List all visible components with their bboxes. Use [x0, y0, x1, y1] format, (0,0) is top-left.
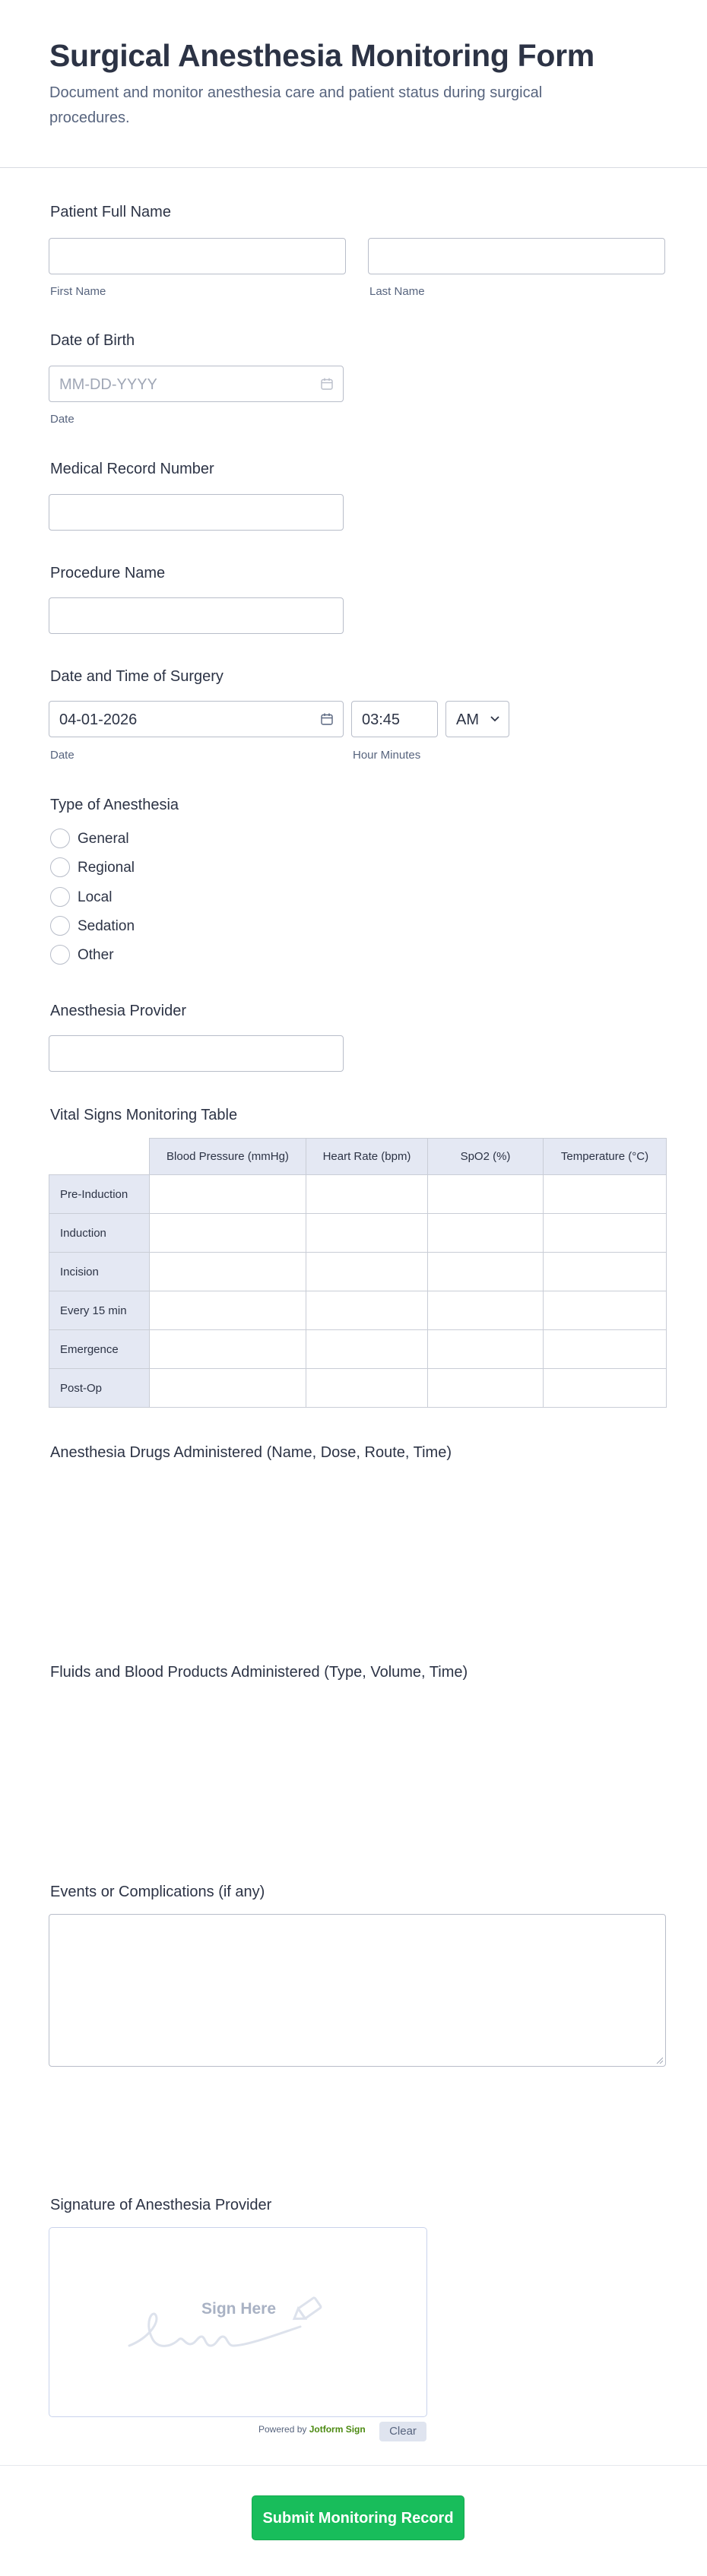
- radio-button[interactable]: [50, 916, 70, 936]
- surgery-date-value: 04-01-2026: [59, 711, 138, 728]
- dob-sublabel: Date: [50, 413, 75, 426]
- last-name-input[interactable]: [368, 238, 665, 274]
- radio-button[interactable]: [50, 857, 70, 877]
- column-header: Temperature (°C): [544, 1139, 667, 1175]
- table-cell[interactable]: [544, 1175, 667, 1214]
- row-header: Incision: [49, 1253, 150, 1291]
- provider-input[interactable]: [49, 1035, 344, 1072]
- table-cell[interactable]: [150, 1253, 306, 1291]
- table-cell[interactable]: [306, 1369, 428, 1408]
- ampm-select[interactable]: [445, 701, 509, 737]
- table-cell[interactable]: [150, 1175, 306, 1214]
- powered-by-brand[interactable]: Jotform Sign: [309, 2424, 366, 2435]
- table-cell[interactable]: [428, 1291, 544, 1330]
- table-row: [49, 1291, 667, 1330]
- radio-button[interactable]: [50, 829, 70, 848]
- table-cell[interactable]: [428, 1175, 544, 1214]
- column-header: Blood Pressure (mmHg): [150, 1139, 306, 1175]
- submit-button[interactable]: Submit Monitoring Record: [252, 2495, 464, 2540]
- powered-by-prefix: Powered by: [258, 2424, 307, 2435]
- radio-label: Regional: [78, 860, 135, 876]
- dob-input[interactable]: [49, 366, 344, 402]
- first-name-input[interactable]: [49, 238, 346, 274]
- table-cell[interactable]: [428, 1214, 544, 1253]
- drugs-label: Anesthesia Drugs Administered (Name, Dose, Route, Time): [50, 1444, 452, 1461]
- form-title: Surgical Anesthesia Monitoring Form: [49, 38, 594, 73]
- table-cell[interactable]: [544, 1214, 667, 1253]
- signature-placeholder: Sign Here: [201, 2300, 277, 2318]
- table-cell[interactable]: [306, 1214, 428, 1253]
- powered-by: [258, 2424, 366, 2435]
- row-header: Post-Op: [49, 1369, 150, 1408]
- surgery-time-value: 03:45: [362, 711, 401, 728]
- table-cell[interactable]: [544, 1369, 667, 1408]
- radio-label: Sedation: [78, 918, 135, 934]
- table-cell[interactable]: [306, 1175, 428, 1214]
- row-header: Induction: [49, 1214, 150, 1253]
- radio-button[interactable]: [50, 887, 70, 907]
- events-textarea[interactable]: [49, 1914, 666, 2067]
- procedure-input[interactable]: [49, 597, 344, 634]
- radio-button[interactable]: [50, 945, 70, 965]
- column-header: SpO2 (%): [428, 1139, 544, 1175]
- row-header: Emergence: [49, 1330, 150, 1369]
- calendar-icon[interactable]: [320, 377, 334, 391]
- table-cell[interactable]: [306, 1291, 428, 1330]
- table-cell[interactable]: [544, 1330, 667, 1369]
- table-row: [49, 1330, 667, 1369]
- events-label: Events or Complications (if any): [50, 1884, 265, 1900]
- table-cell[interactable]: [428, 1369, 544, 1408]
- table-cell[interactable]: [544, 1291, 667, 1330]
- column-header: Heart Rate (bpm): [306, 1139, 428, 1175]
- vitals-table-label: Vital Signs Monitoring Table: [50, 1107, 238, 1123]
- chevron-down-icon: [490, 716, 499, 722]
- radio-label: General: [78, 831, 129, 847]
- table-row: [49, 1253, 667, 1291]
- procedure-label: Procedure Name: [50, 565, 166, 581]
- row-header: Every 15 min: [49, 1291, 150, 1330]
- resize-grip-icon[interactable]: [655, 2056, 663, 2064]
- calendar-icon[interactable]: [320, 712, 334, 726]
- surgery-date-sublabel: Date: [50, 749, 75, 762]
- patient-name-label: Patient Full Name: [50, 204, 171, 220]
- divider: [0, 2465, 707, 2466]
- dob-placeholder: MM-DD-YYYY: [59, 376, 157, 393]
- table-cell[interactable]: [306, 1330, 428, 1369]
- provider-label: Anesthesia Provider: [50, 1003, 186, 1019]
- form-header: [0, 0, 707, 168]
- fluids-label: Fluids and Blood Products Administered (Type, Volume, Time): [50, 1664, 468, 1681]
- table-cell[interactable]: [306, 1253, 428, 1291]
- table-corner: [49, 1139, 150, 1175]
- table-cell[interactable]: [428, 1330, 544, 1369]
- surgery-time-sublabel: Hour Minutes: [353, 749, 421, 762]
- surgery-time-input[interactable]: [351, 701, 438, 737]
- clear-signature-button[interactable]: Clear: [379, 2422, 426, 2441]
- table-row: [49, 1369, 667, 1408]
- ampm-value: AM: [456, 711, 479, 728]
- first-name-sublabel: First Name: [50, 285, 106, 298]
- table-cell[interactable]: [150, 1369, 306, 1408]
- row-header: Pre-Induction: [49, 1175, 150, 1214]
- table-cell[interactable]: [150, 1214, 306, 1253]
- table-row: [49, 1175, 667, 1214]
- radio-label: Other: [78, 947, 114, 963]
- dob-label: Date of Birth: [50, 332, 135, 349]
- table-cell[interactable]: [150, 1330, 306, 1369]
- surgery-date-input[interactable]: [49, 701, 344, 737]
- signature-label: Signature of Anesthesia Provider: [50, 2197, 272, 2213]
- vitals-table: [49, 1138, 667, 1408]
- table-cell[interactable]: [428, 1253, 544, 1291]
- table-cell[interactable]: [150, 1291, 306, 1330]
- radio-label: Local: [78, 889, 113, 905]
- table-row: [49, 1214, 667, 1253]
- mrn-input[interactable]: [49, 494, 344, 531]
- form-subtitle: Document and monitor anesthesia care and patient status during surgical procedures.: [49, 84, 543, 126]
- signature-pad[interactable]: [49, 2227, 427, 2417]
- last-name-sublabel: Last Name: [369, 285, 425, 298]
- surgery-datetime-label: Date and Time of Surgery: [50, 668, 224, 685]
- mrn-label: Medical Record Number: [50, 461, 214, 477]
- table-cell[interactable]: [544, 1253, 667, 1291]
- anesthesia-type-label: Type of Anesthesia: [50, 797, 179, 813]
